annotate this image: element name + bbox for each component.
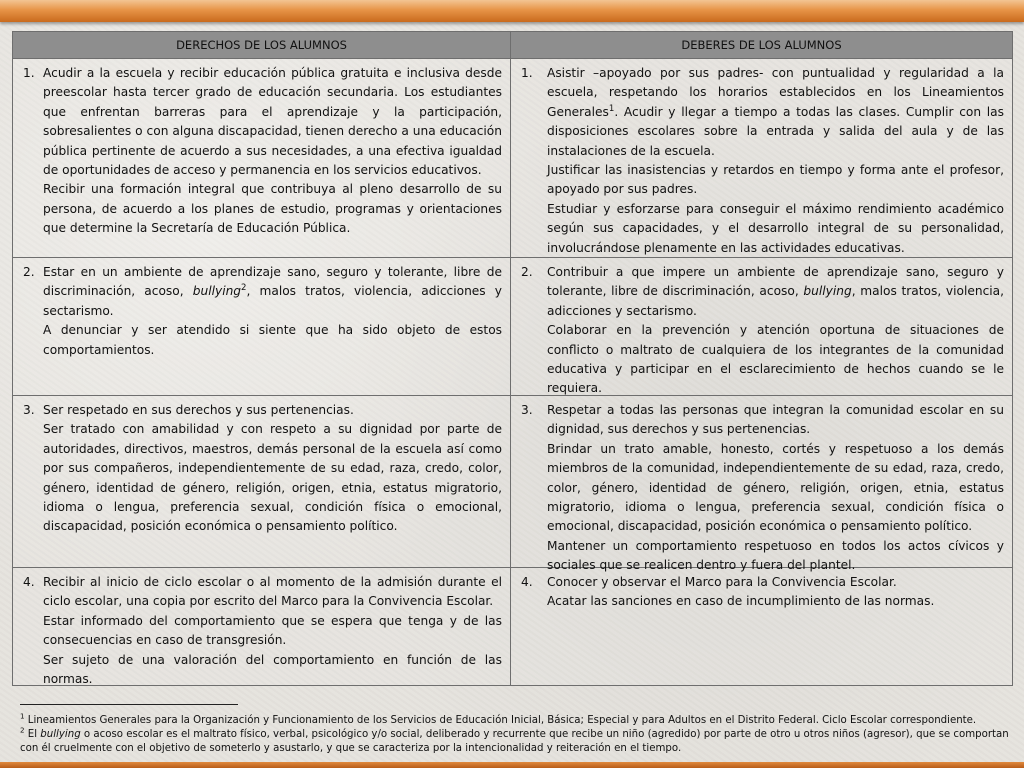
item-text: Asistir –apoyado por sus padres- con puntualidad y regularidad a la escuela, respetando los horarios establecidos en los Lineamientos Generales$^1$. Acudir y llegar a tiempo a todas las clases. Cumplir con las disposiciones escolares sobre la entrada y salida del aula y de las instalaciones de la escuela. Justificar las inasistencias y retardos en tiempo y forma ante el profesor, apoyado por sus padres. Estudiar y esforzarse para conseguir el máximo rendimiento académico según sus capacidades, y el desarrollo integral de su personalidad, involucrándose plenamente en las actividades educativas.: [547, 66, 1004, 255]
right-item-2: [13, 258, 511, 396]
right-item-3: [13, 396, 511, 568]
item-text: Acudir a la escuela y recibir educación pública gratuita e inclusiva desde preescolar hasta tercer grado de educación secundaria. Los estudiantes que enfrentan barreras para el aprendizaje y la participación, sobresalientes o con alguna discapacidad, tienen derecho a una educación pública pertinente de acuerdo a sus necesidades, a una efectiva igualdad de oportunidades de acceso y permanencia en los servicios educativos. Recibir una formación integral que contribuya al pleno desarrollo de su persona, de acuerdo a los planes de estudio, programas y orientaciones que determine la Secretaría de Educación Pública.: [43, 66, 502, 236]
footnote-1: $^1$ Lineamientos Generales para la Organización y Funcionamiento de los Servicios de Educación Inicial, Básica; Especial y para Adultos en el Distrito Federal. Ciclo Escolar correspondiente.: [20, 711, 977, 726]
item-number: 4.: [521, 575, 533, 589]
item-number: 4.: [23, 575, 35, 589]
header-duties: DEBERES DE LOS ALUMNOS: [511, 32, 1012, 59]
item-number: 3.: [521, 403, 533, 417]
item-text: Conocer y observar el Marco para la Convivencia Escolar. Acatar las sanciones en caso de incumplimiento de las normas.: [547, 575, 935, 609]
duty-item-1: [511, 59, 1012, 258]
footnotes: [20, 704, 1010, 756]
item-number: 3.: [23, 403, 35, 417]
item-text: Respetar a todas las personas que integran la comunidad escolar en su dignidad, sus derechos y sus pertenencias. Brindar un trato amable, honesto, cortés y respetuoso a los demás miembros de la comunidad, independientemente de su edad, raza, credo, color, género, identidad de género, religión, origen, etnia, estatus migratorio, idioma o lengua, preferencia sexual, condición física o emocional, discapacidad, posición económica o pensamiento político. Mantener un comportamiento respetuoso en todos los actos cívicos y sociales que se realicen dentro y fuera del plantel.: [547, 403, 1004, 573]
duty-item-3: [511, 396, 1012, 573]
footnote-divider: [20, 704, 238, 705]
right-item-4: [13, 568, 511, 685]
footnote-mark: 2: [20, 725, 25, 735]
rights-duties-table: [12, 31, 1013, 686]
top-decorative-bar: [0, 0, 1024, 22]
footnote-2: $^2$ El bullying o acoso escolar es el maltrato físico, verbal, psicológico y/o social, deliberado y recurrente que recibe un niño (agredido) por parte de otro u otros niños (agresor), que se comportan con él cruelmente con el objetivo de someterlo y asustarlo, y que se caracteriza por la intencionalidad y reiteración en el tiempo.: [20, 725, 1009, 754]
item-text: Contribuir a que impere un ambiente de aprendizaje sano, seguro y tolerante, libre de discriminación, acoso, bullying, malos tratos, violencia, adicciones y sectarismo. Colaborar en la prevención y atención oportuna de situaciones de conflicto o maltrato de cualquiera de los integrantes de la comunidad educativa y participar en el esclarecimiento de hechos cuando se le requiera.: [547, 265, 1005, 396]
item-text: Estar en un ambiente de aprendizaje sano, seguro y tolerante, libre de discriminación, acoso, bullying$^2$, malos tratos, violencia, adicciones y sectarismo. A denunciar y ser atendido si siente que ha sido objeto de estos comportamientos.: [43, 265, 502, 357]
duty-item-2: [511, 258, 1012, 396]
item-number: 2.: [23, 265, 35, 279]
bottom-decorative-bar: [0, 762, 1024, 768]
item-number: 1.: [23, 66, 35, 80]
item-text: Recibir al inicio de ciclo escolar o al momento de la admisión durante el ciclo escolar, una copia por escrito del Marco para la Convivencia Escolar. Estar informado del comportamiento que se espera que tenga y de las consecuencias en caso de transgresión. Ser sujeto de una valoración del comportamiento en función de las normas.: [43, 575, 502, 687]
item-number: 2.: [521, 265, 533, 279]
item-text: Ser respetado en sus derechos y sus pertenencias. Ser tratado con amabilidad y con respeto a su dignidad por parte de autoridades, directivos, maestros, demás personal de la escuela así como por sus compañeros, independientemente de su edad, raza, credo, color, género, identidad de género, religión, origen, etnia, estatus migratorio, idioma o lengua, preferencia sexual, condición física o emocional, discapacidad, posición económica o pensamiento político.: [43, 403, 502, 534]
right-item-1: [13, 59, 511, 258]
header-rights: DERECHOS DE LOS ALUMNOS: [13, 32, 511, 59]
duty-item-4: [511, 568, 1012, 685]
item-number: 1.: [521, 66, 533, 80]
footnote-mark: 1: [20, 711, 25, 721]
